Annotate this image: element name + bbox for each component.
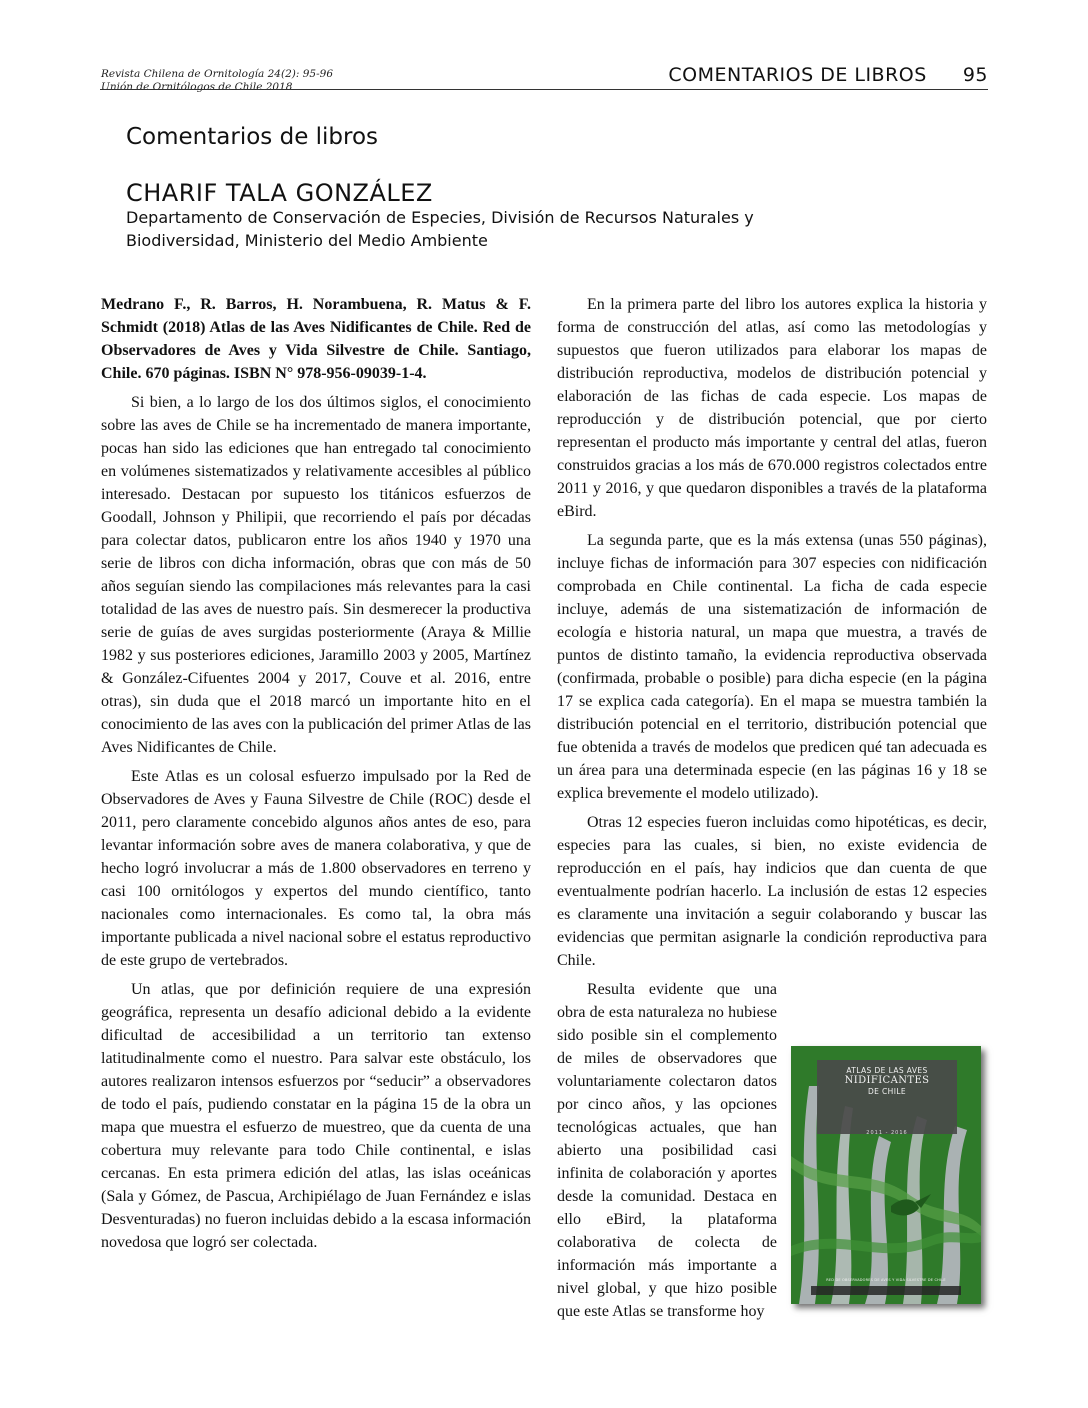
- cover-title: [817, 1066, 957, 1096]
- body-paragraph: La segunda parte, que es la más extensa (unas 550 páginas), incluye fichas de información para 307 especies con nidificación comprobada en Chile continental. La ficha de cada especie incluye, además de una sistematización de información de ecología e historia natural, un mapa que muestra, a través de puntos de distinto tamaño, la evidencia reproductiva observada (confirmada, probable o posible) para dicha especie (en la página 17 se explica cada categoría). En el mapa se muestra también la distribución potencial en el territorio, distribución potencial que fue obtenida a través de modelos que predicen qué tan adecuada es un área para una determinada especie (en las páginas 16 y 18 se explica brevemente el modelo utilizado).: [557, 532, 987, 802]
- section-name: COMENTARIOS DE LIBROS: [668, 64, 927, 86]
- author-affiliation: Departamento de Conservación de Especies, División de Recursos Naturales y Biodiversidad, Ministerio del Medio Ambiente: [126, 208, 754, 250]
- cover-title-line: ATLAS DE LAS AVES: [846, 1066, 928, 1075]
- body-paragraph: Este Atlas es un colosal esfuerzo impulsado por la Red de Observadores de Aves y Fauna Silvestre de Chile (ROC) desde el 2011, pero claramente concebido algunos años antes de eso, para levantar información sobre aves de manera colaborativa, y que de hecho logró involucrar a más de 1.800 observadores en terreno y casi 100 ornitólogos y expertos del mundo científico, tanto nacionales como internacionales. Es como tal, la obra más importante publicada a nivel nacional sobre el estatus reproductivo de este grupo de vertebrados.: [101, 768, 531, 969]
- right-column: [557, 293, 987, 1329]
- page-number: 95: [962, 64, 988, 86]
- running-header: [668, 64, 988, 86]
- section-title: Comentarios de libros: [126, 124, 379, 150]
- journal-line-2: Unión de Ornitólogos de Chile 2018: [101, 81, 293, 93]
- left-column: [101, 293, 531, 1260]
- book-cover-figure: [791, 1046, 987, 1310]
- cover-title-line: NIDIFICANTES: [844, 1075, 930, 1086]
- journal-line-1: Revista Chilena de Ornitología 24(2): 95-96: [101, 68, 333, 80]
- book-cover-image: [791, 1046, 981, 1304]
- body-paragraph: Resulta evidente que una obra de esta naturaleza no hubiese sido posible sin el complemento de miles de observadores que voluntariamente colectaron datos por cinco años, y las opciones tecnológicas actuales, que han abierto una posibilidad casi infinita de colaboración y aportes desde la comunidad. Destaca en ello eBird, la plataforma colaborativa de colecta de información más importante a nivel global, y que hizo posible que este Atlas se transforme hoy: [557, 981, 777, 1320]
- author-name: CHARIF TALA GONZÁLEZ: [126, 179, 433, 207]
- header-rule: [100, 89, 988, 90]
- body-paragraph: Otras 12 especies fueron incluidas como hipotéticas, es decir, especies para las cuales, si bien, no existe evidencia de reproducción en el país, hay indicios que dan cuenta de que eventualmente podrían hacerlo. La inclusión de estas 12 especies es claramente una invitación a seguir colaborando y buscar las evidencias que permitan asignarle la condición reproductiva para Chile.: [557, 814, 987, 969]
- cover-years: 2011 - 2016: [866, 1130, 908, 1136]
- body-paragraph: En la primera parte del libro los autores explica la historia y forma de construcción del atlas, así como las metodologías y supuestos que fueron utilizados para elaborar los mapas de distribución reproductiva, modelos de distribución potencial y elaboración de las fichas de cada especie. Los mapas de reproducción y de distribución potencial, que por cierto representan el producto más importante y central del atlas, fueron construidos gracias a los más de 670.000 registros colectados entre 2011 y 2016, y que quedaron disponibles a través de la plataforma eBird.: [557, 296, 987, 520]
- journal-citation: [101, 68, 333, 94]
- body-paragraph: Si bien, a lo largo de los dos últimos siglos, el conocimiento sobre las aves de Chile se ha incrementado de manera importante, pocas han sido las ediciones que han entregado tal conocimiento en volúmenes sistematizados y relativamente accesibles al público interesado. Destacan por supuesto los titánicos esfuerzos de Goodall, Johnson y Philipii, que recorriendo el país por décadas para colectar datos, publicaron entre los años 1940 y 1970 una serie de libros con dicha información, obras que con más de 50 años seguían siendo las compilaciones más relevantes para la casi totalidad de las aves de nuestro país. Sin desmerecer la productiva serie de guías de aves surgidas posteriormente (Araya & Millie 1982 y sus posteriores ediciones, Jaramillo 2003 y 2005, Martínez & González-Cifuentes 2004 y 2017, Couve et al. 2016, entre otras), sin duda que el 2018 marcó un importante hito en el conocimiento de las aves con la publicación del primer Atlas de las Aves Nidificantes de Chile.: [101, 394, 531, 756]
- body-paragraph: Un atlas, que por definición requiere de una expresión geográfica, representa un desafío adicional debido a la evidente dificultad de accesibilidad a un territorio tan extenso latitudinalmente como el nuestro. Para salvar este obstáculo, los autores realizaron intensos esfuerzos por “seducir” a observadores de todo el país, pudiendo constatar en la página 15 de la obra un mapa que muestra el esfuerzo de muestreo, que da cuenta de una cobertura muy relevante para todo Chile continental, e islas cercanas. En esta primera edición del atlas, las islas oceánicas (Sala y Gómez, de Pascua, Archipiélago de Juan Fernández e islas Desventuradas) no fueron incluidas debido a la escasa información novedosa que logró ser colectada.: [101, 981, 531, 1251]
- book-reference: Medrano F., R. Barros, H. Norambuena, R. Matus & F. Schmidt (2018) Atlas de las Aves Nidificantes de Chile. Red de Observadores de Aves y Vida Silvestre de Chile. Santiago, Chile. 670 páginas. ISBN N° 978-956-09039-1-4.: [101, 296, 531, 382]
- cover-title-line: DE CHILE: [867, 1087, 907, 1096]
- cover-footer-text: RED DE OBSERVADORES DE AVES Y VIDA SILVESTRE DE CHILE: [826, 1278, 946, 1282]
